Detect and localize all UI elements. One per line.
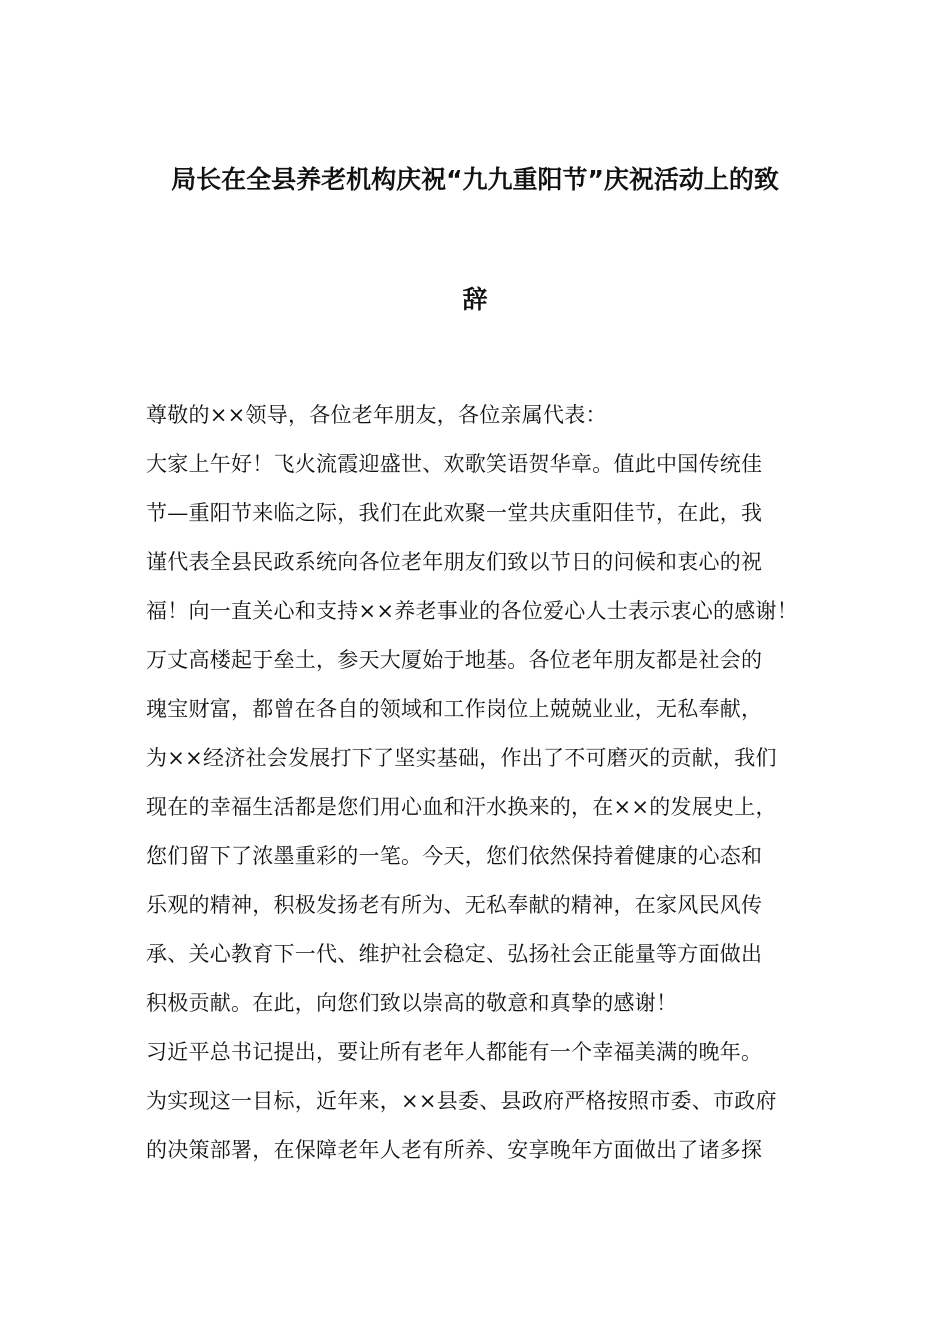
body-line: 积极贡献。在此，向您们致以崇高的敬意和真挚的感谢！ bbox=[146, 991, 678, 1015]
body-line: 您们留下了浓墨重彩的一笔。今天，您们依然保持着健康的心态和 bbox=[146, 844, 763, 868]
body-line: 万丈高楼起于垒土，参天大厦始于地基。各位老年朋友都是社会的 bbox=[146, 648, 763, 672]
body-line: 为××经济社会发展打下了坚实基础，作出了不可磨灭的贡献，我们 bbox=[146, 746, 777, 770]
body-line: 的决策部署，在保障老年人老有所养、安享晚年方面做出了诸多探 bbox=[146, 1138, 763, 1162]
body-line: 承、关心教育下一代、维护社会稳定、弘扬社会正能量等方面做出 bbox=[146, 942, 763, 966]
body-line: 习近平总书记提出，要让所有老年人都能有一个幸福美满的晚年。 bbox=[146, 1040, 763, 1064]
document-title-line-2: 辞 bbox=[462, 285, 488, 314]
body-line: 现在的幸福生活都是您们用心血和汗水换来的，在××的发展史上， bbox=[146, 795, 777, 819]
body-line: 尊敬的××领导，各位老年朋友，各位亲属代表： bbox=[146, 403, 607, 427]
body-line: 福！向一直关心和支持××养老事业的各位爱心人士表示衷心的感谢！ bbox=[146, 599, 798, 623]
body-line: 大家上午好！飞火流霞迎盛世、欢歌笑语贺华章。值此中国传统佳 bbox=[146, 452, 763, 476]
document-body bbox=[146, 391, 806, 1175]
body-line: 瑰宝财富，都曾在各自的领域和工作岗位上兢兢业业，无私奉献， bbox=[146, 697, 763, 721]
body-line: 为实现这一目标，近年来，××县委、县政府严格按照市委、市政府 bbox=[146, 1089, 777, 1113]
body-line: 乐观的精神，积极发扬老有所为、无私奉献的精神，在家风民风传 bbox=[146, 893, 763, 917]
body-line: 谨代表全县民政系统向各位老年朋友们致以节日的问候和衷心的祝 bbox=[146, 550, 763, 574]
document-title-line-1: 局长在全县养老机构庆祝“九九重阳节”庆祝活动上的致 bbox=[171, 165, 779, 194]
body-line: 节—重阳节来临之际，我们在此欢聚一堂共庆重阳佳节，在此，我 bbox=[146, 501, 763, 525]
